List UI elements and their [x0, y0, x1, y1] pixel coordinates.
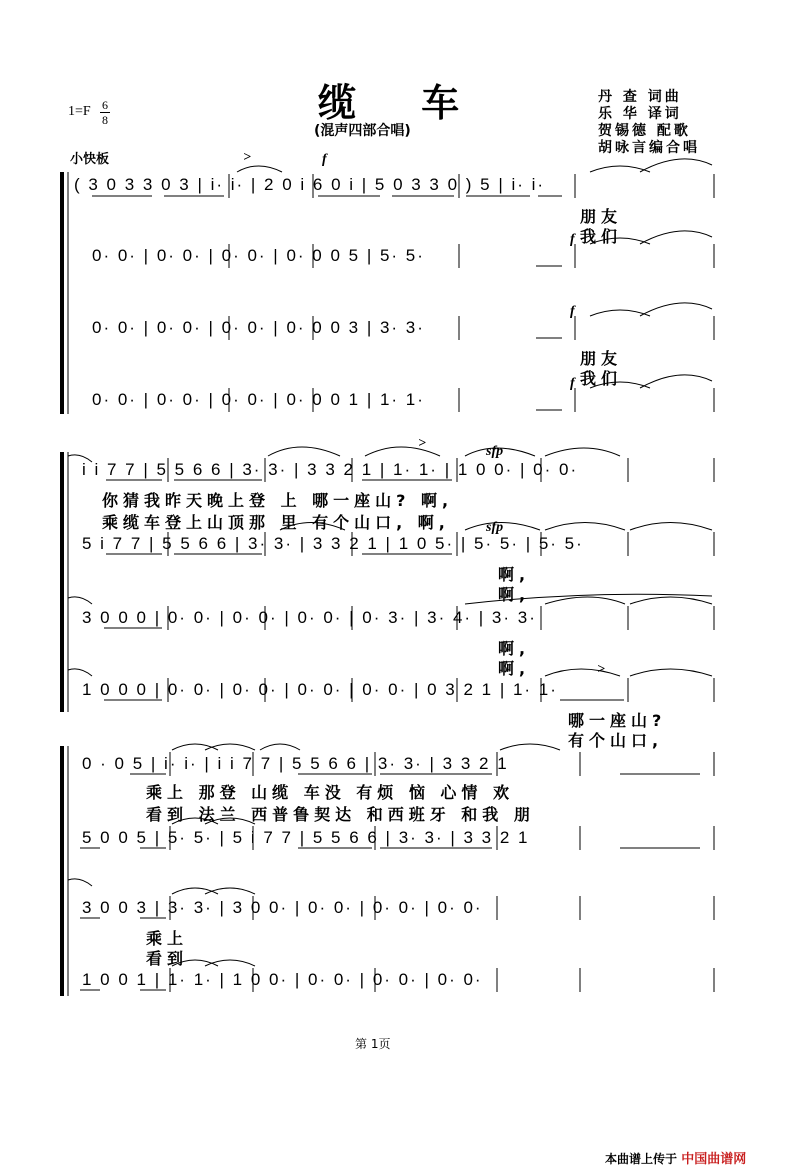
footer-upload [605, 1148, 746, 1167]
tenor-notes: 3 0 0 3 | 3· 3· | 3 0 0· | 0· 0· | 0· 0· | 0· 0· [82, 898, 483, 917]
bass-notes: 1 0 0 0 | 0· 0· | 0· 0· | 0· 0· | 0· 0· | 0 3 2 1 | 1· 1· [82, 680, 558, 699]
dynamic-mark: f [570, 232, 575, 247]
soprano-notes: i i 7 7 | 5 5 6 6 | 3· 3· | 3 3 2 1 | 1· 1· | 1 0 0· | 0· 0· [82, 460, 579, 479]
dynamic-mark: f [570, 304, 575, 319]
soprano-notes: 0 · 0 5 | i· i· | i i 7 7 | 5 5 6 6 | 3· 3· | 3 3 2 1 [82, 754, 509, 773]
lyric-line: 有个山口, [568, 731, 664, 750]
bass-notes: 1 0 0 1 | 1· 1· | 1 0 0· | 0· 0· | 0· 0· | 0· 0· [82, 970, 483, 989]
lyric-line: 朋友 [580, 207, 623, 226]
lyric-line: 啊, [498, 565, 531, 584]
page-number: 第 1页 [355, 1037, 391, 1051]
bass-notes: 0· 0· | 0· 0· | 0· 0· | 0· 0 0 1 | 1· 1· [92, 390, 425, 409]
upload-label: 本曲谱上传于 [605, 1152, 678, 1166]
lyric-line: 啊, [498, 639, 531, 658]
system-bracket [60, 172, 64, 414]
credit-line: 贺锡德 配歌 [598, 123, 691, 139]
lyric-line: 乘上 [146, 929, 189, 948]
alto-notes: 5 0 0 5 | 5· 5· | 5 i 7 7 | 5 5 6 6 | 3· 3· | 3 3 2 1 [82, 828, 530, 847]
lyric-line: 乘缆车登上山顶那 里 有个山口, 啊, [102, 513, 450, 532]
lyric-line: 我们 [580, 227, 623, 246]
tenor-notes: 0· 0· | 0· 0· | 0· 0· | 0· 0 0 3 | 3· 3· [92, 318, 425, 337]
tenor-notes: 3 0 0 0 | 0· 0· | 0· 0· | 0· 0· | 0· 3· | 3· 4· | 3· 3· [82, 608, 537, 627]
lyric-line: 你猜我昨天晚上登 上 哪一座山? 啊, [102, 491, 454, 510]
lyric-line: 看到 [146, 949, 189, 968]
tempo-marking: 小快板 [70, 152, 110, 167]
lyric-line: 哪一座山? [568, 711, 667, 730]
credits [598, 89, 700, 157]
accent-mark: > [418, 436, 426, 451]
key-signature: 1=F [68, 104, 91, 119]
lyric-line: 我们 [580, 369, 623, 388]
credit-line: 丹 查 词曲 [598, 89, 682, 105]
song-title: 缆 车 [318, 81, 486, 125]
song-subtitle: (混声四部合唱) [314, 123, 411, 139]
credit-line: 胡咏言编合唱 [598, 140, 700, 156]
system-bracket [60, 746, 64, 996]
dynamic-mark: sfp [486, 444, 504, 459]
meter-bottom: 8 [102, 113, 108, 127]
dynamic-mark: f [570, 376, 575, 391]
lyric-line: 朋友 [580, 349, 623, 368]
credit-line: 乐 华 译词 [598, 106, 682, 122]
lyric-line: 啊, [498, 585, 531, 604]
site-logo: 中国曲谱网 [681, 1152, 747, 1167]
lyric-line: 啊, [498, 659, 531, 678]
accent-mark: > [243, 150, 251, 165]
system-bracket [60, 452, 64, 712]
lyric-line: 乘上 那登 山缆 车没 有烦 恼 心情 欢 [146, 783, 514, 802]
alto-notes: 0· 0· | 0· 0· | 0· 0· | 0· 0 0 5 | 5· 5· [92, 246, 425, 265]
dynamic-mark: f [322, 152, 327, 167]
dynamic-mark: sfp [486, 520, 504, 535]
soprano-notes: ( 3 0 3 3 0 3 | i· i· | 2 0 i 6 0 i | 5 0 3 3 0 ) 5 | i· i· [74, 175, 546, 194]
lyric-line: 看到 法兰 西普鲁契达 和西班牙 和我 朋 [146, 805, 535, 824]
accent-mark: > [597, 662, 605, 677]
alto-notes: 5 i 7 7 | 5 5 6 6 | 3· 3· | 3 3 2 1 | 1 0 5· | 5· 5· | 5· 5· [82, 534, 584, 553]
time-signature [100, 98, 110, 127]
meter-top: 6 [102, 98, 108, 112]
